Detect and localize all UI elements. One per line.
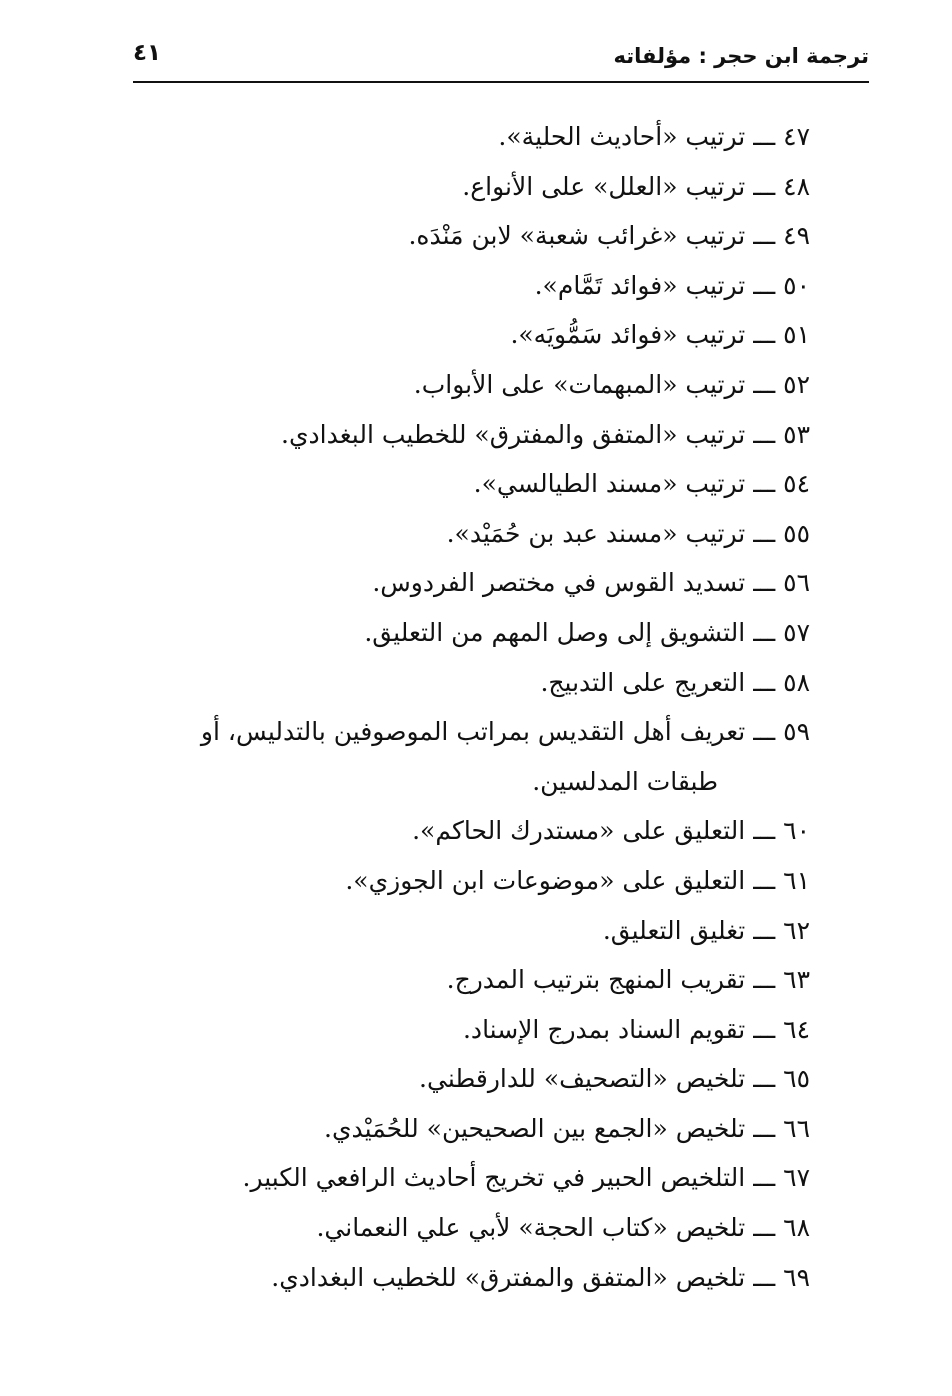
entry-dash: ـــ [753, 568, 776, 598]
entry-dash: ـــ [753, 1014, 776, 1044]
list-item [120, 608, 810, 658]
entry-title: تلخيص «التصحيف» للدارقطني. [419, 1064, 746, 1094]
entry-number: ٦٠ [783, 816, 810, 846]
list-item [120, 856, 810, 906]
entry-number: ٥٩ [783, 717, 810, 747]
entry-number: ٤٩ [783, 221, 810, 251]
entry-title: تسديد القوس في مختصر الفردوس. [372, 568, 746, 598]
header-rule [133, 81, 869, 83]
entry-number: ٦٧ [783, 1163, 810, 1193]
entry-dash: ـــ [753, 617, 776, 647]
list-item [120, 211, 810, 261]
list-item [120, 558, 810, 608]
entry-dash: ـــ [753, 419, 776, 449]
list-item [120, 1054, 810, 1104]
entry-number: ٦٤ [783, 1014, 810, 1044]
entry-dash: ـــ [753, 122, 776, 151]
entry-number: ٦٣ [783, 965, 810, 995]
entry-title: تقريب المنهج بترتيب المدرج. [446, 965, 746, 995]
list-item [120, 261, 810, 311]
list-item [120, 806, 810, 856]
entry-title: تقويم السناد بمدرج الإسناد. [462, 1014, 746, 1044]
list-item [120, 1005, 810, 1055]
entry-title: ترتيب «مسند عبد بن حُمَيْد». [446, 518, 746, 548]
entry-title: التشويق إلى وصل المهم من التعليق. [364, 617, 746, 647]
entry-dash: ـــ [753, 469, 776, 499]
entry-title: ترتيب «العلل» على الأنواع. [462, 171, 746, 201]
entry-dash: ـــ [753, 171, 776, 201]
entry-title: تلخيص «المتفق والمفترق» للخطيب البغدادي. [271, 1262, 746, 1292]
entry-number: ٥٥ [783, 518, 810, 548]
running-title: ترجمة ابن حجر : مؤلفاته [613, 44, 869, 68]
list-item [120, 459, 810, 509]
list-item [120, 1153, 810, 1203]
entry-dash: ـــ [753, 1113, 776, 1143]
entry-number: ٤٨ [783, 171, 810, 201]
entry-continuation: طبقات المدلسين. [532, 766, 718, 796]
entry-dash: ـــ [753, 1064, 776, 1094]
entry-dash: ـــ [753, 865, 776, 895]
entry-dash: ـــ [753, 965, 776, 995]
page-number: ٤١ [133, 40, 162, 66]
entry-number: ٥٤ [783, 469, 810, 499]
entry-title: تعريف أهل التقديس بمراتب الموصوفين بالتدليس، أو [200, 717, 746, 747]
entry-title: التعليق على «مستدرك الحاكم». [412, 816, 746, 846]
entry-title: ترتيب «مسند الطيالسي». [473, 469, 746, 499]
list-item [120, 707, 810, 806]
entry-number: ٦٦ [783, 1113, 810, 1143]
list-item [120, 410, 810, 460]
list-item [120, 906, 810, 956]
list-item [120, 1104, 810, 1154]
entry-number: ٤٧ [783, 122, 810, 151]
running-head [133, 38, 869, 78]
entry-dash: ـــ [753, 717, 776, 747]
entry-title: ترتيب «غرائب شعبة» لابن مَنْدَه. [408, 221, 746, 251]
entry-number: ٥٢ [783, 369, 810, 399]
entry-title: ترتيب «المبهمات» على الأبواب. [413, 369, 746, 399]
entry-title: ترتيب «فوائد تَمَّام». [534, 270, 746, 300]
entry-number: ٥٨ [783, 667, 810, 697]
entry-dash: ـــ [753, 1213, 776, 1243]
entry-number: ٥١ [783, 320, 810, 350]
entry-title: التلخيص الحبير في تخريج أحاديث الرافعي الكبير. [242, 1163, 746, 1193]
entry-title: تغليق التعليق. [602, 915, 746, 945]
list-item [120, 509, 810, 559]
list-item [120, 1203, 810, 1253]
entry-dash: ـــ [753, 320, 776, 350]
entry-number: ٦٩ [783, 1262, 810, 1292]
entry-dash: ـــ [753, 221, 776, 251]
entry-dash: ـــ [753, 270, 776, 300]
list-item [120, 955, 810, 1005]
entry-title: ترتيب «أحاديث الحلية». [498, 122, 746, 151]
entry-dash: ـــ [753, 915, 776, 945]
entry-dash: ـــ [753, 816, 776, 846]
list-item [120, 162, 810, 212]
entry-title: التعليق على «موضوعات ابن الجوزي». [345, 865, 746, 895]
entry-title: تلخيص «كتاب الحجة» لأبي علي النعماني. [316, 1213, 746, 1243]
entry-dash: ـــ [753, 518, 776, 548]
list-item [120, 310, 810, 360]
entry-dash: ـــ [753, 1262, 776, 1292]
entry-number: ٥٧ [783, 617, 810, 647]
entry-number: ٥٣ [783, 419, 810, 449]
entry-title: ترتيب «فوائد سَمُّويَه». [510, 320, 746, 350]
entry-number: ٦٨ [783, 1213, 810, 1243]
entry-number: ٦٥ [783, 1064, 810, 1094]
entry-dash: ـــ [753, 667, 776, 697]
entry-dash: ـــ [753, 1163, 776, 1193]
entry-title: التعريج على التدبيج. [540, 667, 746, 697]
entry-number: ٥٠ [783, 270, 810, 300]
entry-title: تلخيص «الجمع بين الصحيحين» للحُمَيْدي. [324, 1113, 746, 1143]
list-item [120, 360, 810, 410]
list-item [120, 112, 810, 162]
entry-number: ٦٢ [783, 915, 810, 945]
entry-number: ٥٦ [783, 568, 810, 598]
entry-title: ترتيب «المتفق والمفترق» للخطيب البغدادي. [281, 419, 746, 449]
list-item [120, 658, 810, 708]
list-item [120, 1253, 810, 1303]
entry-dash: ـــ [753, 369, 776, 399]
entry-number: ٦١ [783, 865, 810, 895]
entry-list [120, 112, 810, 1302]
